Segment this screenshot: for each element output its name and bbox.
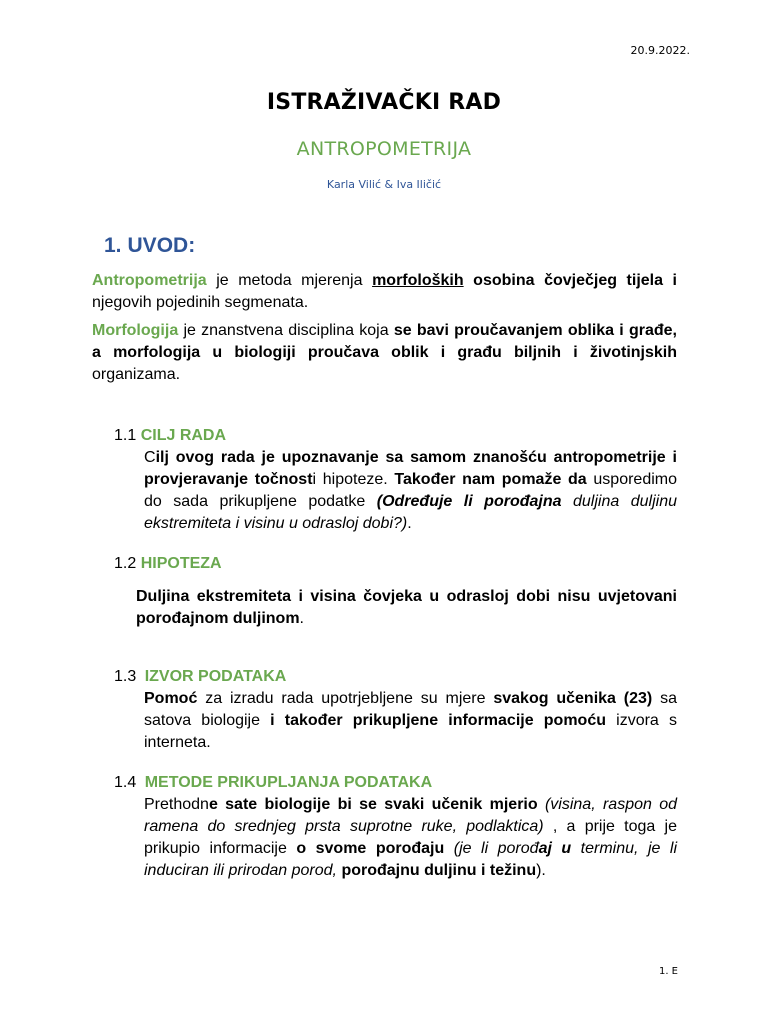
text-run: Također nam pomaže da <box>394 471 587 488</box>
text-run: i hipoteze. <box>312 471 395 488</box>
text-run: ). <box>536 862 546 879</box>
text-run: i također prikupljene informacije pomoću <box>270 712 606 729</box>
text-run: . <box>407 515 412 532</box>
text-run: aj u <box>538 840 572 857</box>
text-run: , a prije toga je prikupio informacije <box>144 818 678 857</box>
text-run: je znanstvena disciplina koja <box>178 322 394 339</box>
section-body-cilj-rada <box>144 447 677 535</box>
text-run: morfoloških <box>372 272 464 289</box>
text-run: . <box>299 610 304 627</box>
section-label: HIPOTEZA <box>140 555 222 572</box>
text-run: izvora s interneta. <box>144 712 677 751</box>
intro-paragraph-2 <box>92 320 677 386</box>
text-run: Duljina ekstremiteta i visina čovjeka u odrasloj dobi nisu uvjetovani porođajnom duljinom <box>136 588 677 627</box>
section-label: IZVOR PODATAKA <box>144 668 287 685</box>
section-heading-izvor-podataka <box>114 668 286 686</box>
text-run: sa satova biologije <box>144 690 678 729</box>
text-run: usporedimo do sada prikupljene podatke <box>144 471 677 510</box>
text-run: C <box>144 449 156 466</box>
section-heading-cilj-rada <box>114 427 226 445</box>
section-heading-hipoteza <box>114 555 222 573</box>
text-run: Morfologija <box>92 322 179 339</box>
section-body-metode <box>144 794 677 882</box>
text-run: terminu, je li induciran ili prirodan porod, <box>144 840 678 879</box>
section-number: 1.4 <box>114 774 137 791</box>
text-run: organizama. <box>92 366 181 383</box>
section-body-izvor-podataka <box>144 688 677 754</box>
page-footer: 1. E <box>658 966 678 977</box>
text-run: je metoda mjerenja <box>206 272 373 289</box>
text-run: e sate biologije bi se svaki učenik mjerio <box>208 796 538 813</box>
section-number: 1. <box>104 234 122 257</box>
intro-paragraph-1 <box>92 270 677 314</box>
text-run: njegovih pojedinih segmenata. <box>92 294 309 311</box>
section-heading-metode <box>114 774 432 792</box>
section-number: 1.2 <box>114 555 137 572</box>
text-run: Prethodn <box>144 796 209 813</box>
text-run: duljina duljinu ekstremiteta i visinu u odrasloj dobi?) <box>144 493 677 532</box>
section-number: 1.1 <box>114 427 137 444</box>
text-run: o svome porođaju <box>296 840 445 857</box>
section-label: CILJ RADA <box>140 427 227 444</box>
section-label: METODE PRIKUPLJANJA PODATAKA <box>144 774 433 791</box>
document-subtitle: ANTROPOMETRIJA <box>296 138 472 160</box>
text-run: (visina, raspon od ramena do srednjeg prsta suprotne ruke, podlaktica) <box>144 796 677 835</box>
document-date: 20.9.2022. <box>630 44 690 57</box>
text-run: (Određuje li porođajna <box>376 493 562 510</box>
section-heading-text: UVOD: <box>127 234 196 257</box>
text-run: svakog učenika (23) <box>493 690 653 707</box>
text-run: ilj ovog rada je upoznavanje sa samom znanošću antropometrije i provjeravanje točnost <box>144 449 677 488</box>
text-run: porođajnu duljinu i težinu <box>341 862 537 879</box>
text-run: Antropometrija <box>92 272 207 289</box>
text-run: osobina čovječjeg tijela i <box>463 272 677 289</box>
section-heading-uvod <box>104 234 195 258</box>
document-authors: Karla Vilić & Iva Iličić <box>326 178 442 191</box>
section-body-hipoteza <box>136 586 677 630</box>
document-title: ISTRAŽIVAČKI RAD <box>266 90 502 115</box>
text-run: se bavi proučavanjem oblika i građe, a morfologija u biologiji proučava oblik i građu biljnih i životinjskih <box>92 322 678 361</box>
text-run: (je li porođ <box>444 840 539 857</box>
text-run: za izradu rada upotrjebljene su mjere <box>197 690 494 707</box>
text-run: Pomoć <box>144 690 198 707</box>
section-number: 1.3 <box>114 668 137 685</box>
